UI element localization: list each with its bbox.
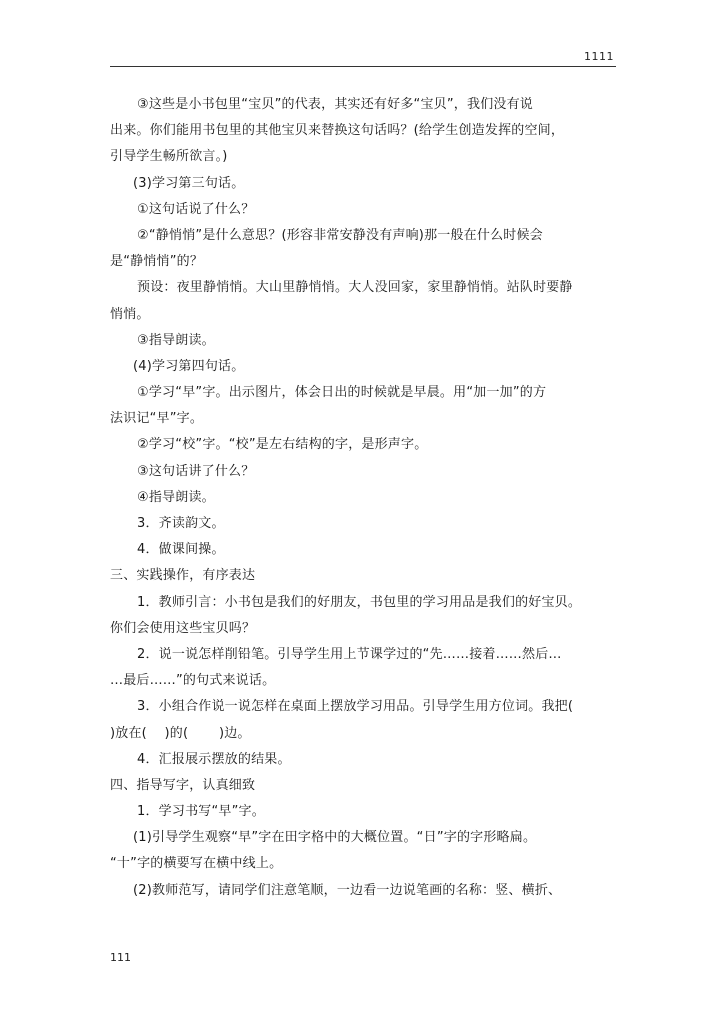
paragraph-line: (4)学习第四句话。 bbox=[133, 358, 245, 374]
paragraph-line: ①学习“早”字。出示图片，体会日出的时候就是早晨。用“加一加”的方 bbox=[137, 385, 547, 401]
paragraph-line: (3)学习第三句话。 bbox=[133, 175, 245, 191]
paragraph-line: ②学习“校”字。“校”是左右结构的字，是形声字。 bbox=[137, 437, 428, 453]
paragraph-line: ①这句话说了什么？ bbox=[137, 201, 255, 217]
paragraph-line: 3．小组合作说一说怎样在桌面上摆放学习用品。引导学生用方位词。我把( bbox=[137, 699, 574, 715]
header-page-number: 1111 bbox=[584, 50, 614, 63]
paragraph-line: 1．学习书写“早”字。 bbox=[137, 804, 265, 820]
paragraph-line: (2)教师范写，请同学们注意笔顺，一边看一边说笔画的名称：竖、横折、 bbox=[133, 882, 562, 898]
paragraph-line: (1)引导学生观察“早”字在田字格中的大概位置。“日”字的字形略扁。 bbox=[133, 830, 537, 846]
paragraph-line: 引导学生畅所欲言。) bbox=[110, 149, 228, 165]
paragraph-line: 是“静悄悄”的？ bbox=[110, 254, 204, 270]
paragraph-line: ③这句话讲了什么？ bbox=[137, 463, 255, 479]
paragraph-line: 3．齐读韵文。 bbox=[137, 516, 225, 531]
paragraph-line: ④指导朗读。 bbox=[137, 489, 215, 505]
footer-page-number: 111 bbox=[110, 951, 131, 964]
paragraph-line: 2．说一说怎样削铅笔。引导学生用上节课学过的“先……接着……然后… bbox=[137, 646, 562, 662]
paragraph-line: 法识记“早”字。 bbox=[110, 411, 204, 427]
paragraph-line: 4．做课间操。 bbox=[137, 542, 225, 558]
section-heading: 四、指导写字，认真细致 bbox=[110, 777, 256, 793]
paragraph-line: …最后……”的句式来说话。 bbox=[110, 673, 276, 689]
paragraph-line: ③这些是小书包里“宝贝”的代表，其实还有好多“宝贝”，我们没有说 bbox=[137, 97, 533, 112]
paragraph-line: ③指导朗读。 bbox=[137, 332, 215, 348]
header-divider bbox=[110, 66, 616, 67]
paragraph-line: ②“静悄悄”是什么意思？(形容非常安静没有声响)那一般在什么时候会 bbox=[137, 227, 543, 243]
section-heading: 三、实践操作，有序表达 bbox=[110, 568, 256, 584]
document-body bbox=[110, 92, 618, 904]
paragraph-line: 出来。你们能用书包里的其他宝贝来替换这句话吗？(给学生创造发挥的空间， bbox=[110, 123, 565, 139]
paragraph-line: )放在( )的( )边。 bbox=[110, 725, 251, 741]
paragraph-line: 预设：夜里静悄悄。大山里静悄悄。大人没回家，家里静悄悄。站队时要静 bbox=[137, 280, 573, 296]
paragraph-line: 4．汇报展示摆放的结果。 bbox=[137, 751, 291, 767]
paragraph-line: 悄悄。 bbox=[110, 306, 150, 322]
paragraph-line: “十”字的横要写在横中线上。 bbox=[110, 856, 283, 872]
paragraph-line: 1．教师引言：小书包是我们的好朋友，书包里的学习用品是我们的好宝贝。 bbox=[137, 594, 582, 610]
paragraph-line: 你们会使用这些宝贝吗？ bbox=[110, 620, 256, 636]
